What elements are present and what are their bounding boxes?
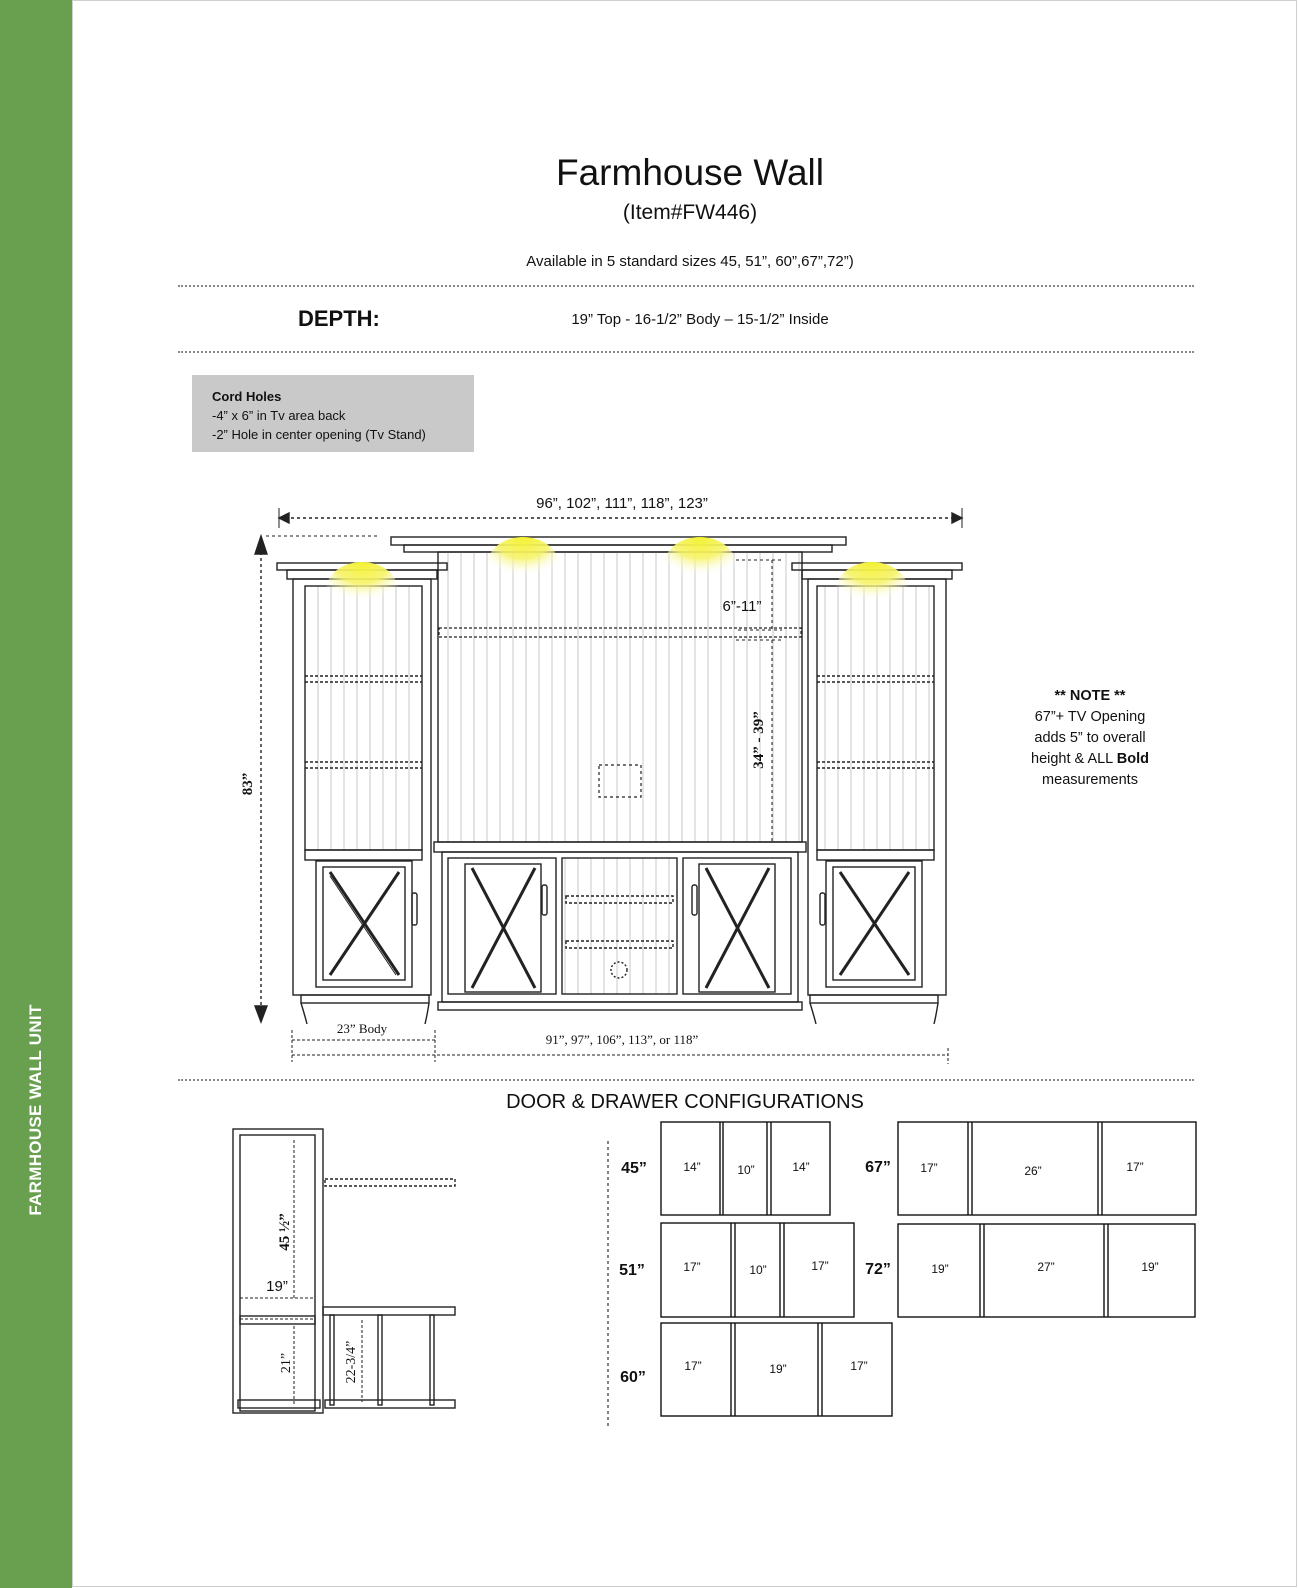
note-line-3: height & ALL: [1031, 751, 1117, 767]
depth-value: 19” Top - 16-1/2” Body – 15-1/2” Inside: [571, 311, 829, 328]
light-glow-center-left: [487, 537, 559, 593]
note-line-4: measurements: [1042, 772, 1138, 788]
side-mid-label: 19”: [266, 1278, 288, 1295]
tv-gap-label: 6”-11”: [722, 598, 762, 615]
side-upper-label: 45 ½”: [277, 1213, 293, 1251]
config-72-middle: 27”: [1037, 1260, 1055, 1274]
config-51-middle: 10”: [749, 1263, 767, 1277]
light-glow-center-right: [664, 537, 736, 593]
arrow-right-icon: [952, 513, 962, 523]
note-line-2: adds 5” to overall: [1034, 730, 1146, 746]
arrow-left-icon: [279, 513, 289, 523]
config-67-left: 17”: [920, 1161, 938, 1175]
config-67-middle: 26”: [1024, 1164, 1042, 1178]
cord-holes-line-2: -2” Hole in center opening (Tv Stand): [212, 427, 426, 442]
side-banner-label: FARMHOUSE WALL UNIT: [26, 1004, 45, 1216]
config-size-60: 60”: [620, 1369, 646, 1386]
page-title: Farmhouse Wall: [556, 152, 824, 193]
cord-holes-line-1: -4” x 6” in Tv area back: [212, 408, 346, 423]
config-45-right: 14”: [792, 1160, 810, 1174]
overall-width-label: 96”, 102”, 111”, 118”, 123”: [536, 495, 708, 512]
config-60-middle: 19”: [769, 1362, 787, 1376]
config-51-left: 17”: [683, 1260, 701, 1274]
note-line-1: 67”+ TV Opening: [1034, 709, 1146, 725]
available-sizes: Available in 5 standard sizes 45, 51”, 60”,67”,72”): [526, 253, 854, 270]
config-72-left: 19”: [931, 1262, 949, 1276]
light-glow-left: [326, 562, 398, 618]
depth-label: DEPTH:: [298, 306, 380, 331]
config-72-right: 19”: [1141, 1260, 1159, 1274]
arrow-down-icon: [255, 1006, 267, 1022]
config-60-right: 17”: [850, 1359, 868, 1373]
config-45-middle: 10”: [737, 1163, 755, 1177]
config-51-right: 17”: [811, 1259, 829, 1273]
configurations-title: DOOR & DRAWER CONFIGURATIONS: [506, 1091, 864, 1113]
cord-holes-title: Cord Holes: [212, 389, 282, 404]
side-stand-label: 22-3/4”: [344, 1340, 359, 1384]
note-title: ** NOTE **: [1054, 688, 1126, 704]
light-glow-right: [836, 562, 908, 618]
config-60-left: 17”: [684, 1359, 702, 1373]
body-width-label: 23” Body: [336, 1021, 388, 1036]
height-label: 83”: [240, 772, 256, 796]
config-size-51: 51”: [619, 1262, 645, 1279]
item-number: (Item#FW446): [622, 201, 758, 224]
config-67-right: 17”: [1126, 1160, 1144, 1174]
config-45-left: 14”: [683, 1160, 701, 1174]
base-width-label: 91”, 97”, 106”, 113”, or 118”: [545, 1032, 699, 1047]
config-size-45: 45”: [621, 1160, 647, 1177]
config-size-72: 72”: [865, 1261, 891, 1278]
tv-opening-height-label: 34” - 39”: [751, 711, 767, 769]
side-lower-label: 21”: [279, 1352, 294, 1374]
note-bold-word: Bold: [1116, 751, 1149, 767]
config-size-67: 67”: [865, 1159, 891, 1176]
front-elevation: [255, 508, 962, 1064]
arrow-up-icon: [255, 536, 267, 554]
